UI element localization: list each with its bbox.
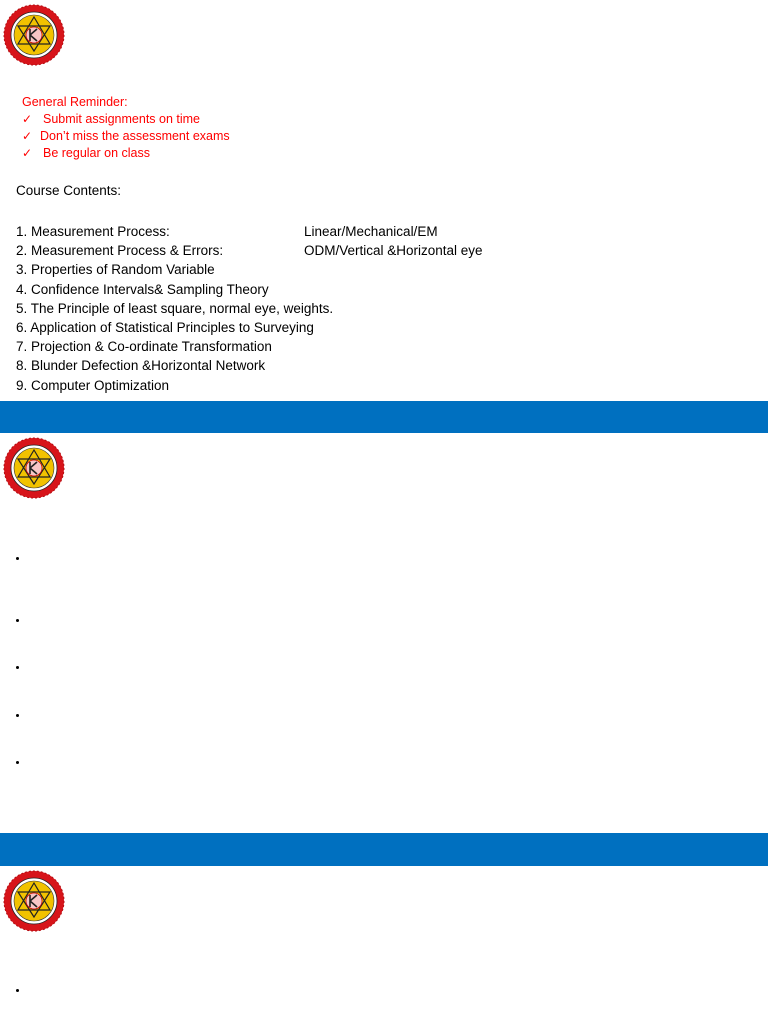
slide-1 [0,0,768,401]
course-item [16,356,333,375]
slide-separator-band [0,401,768,433]
bullet-dot [16,619,19,622]
reminder-item-text: Don’t miss the assessment exams [40,129,230,143]
course-item-text: 1. Measurement Process: [16,224,170,239]
reminder-item [22,128,230,145]
course-item-text: 7. Projection & Co-ordinate Transformation [16,339,272,355]
course-item-text: 3. Properties of Random Variable [16,262,215,278]
course-item [16,222,438,241]
course-contents-title: Course Contents: [16,183,122,198]
course-item-text: 5. The Principle of least square, normal eye, weights. [16,300,334,316]
course-item [16,299,333,318]
slide-3 [0,866,768,1024]
course-item [16,280,333,299]
checkmark-icon: ✓ [22,129,33,143]
university-seal-logo [3,870,65,932]
reminder-item [22,111,230,128]
course-item [16,318,333,337]
course-item-text: 8. Blunder Defection &Horizontal Network [16,358,266,374]
course-item [16,376,333,395]
bullet-dot [16,714,19,717]
course-item-text: 9. Computer Optimization [16,377,170,393]
checkmark-icon: ✓ [22,146,33,160]
course-item-detail: ODM/Vertical &Horizontal eye [304,243,483,259]
bullet-dot [16,761,19,764]
bullet-dot [16,666,19,669]
course-item-text: 6. Application of Statistical Principles to Surveying [16,319,314,335]
university-seal-logo [3,437,65,499]
bullet-dot [16,557,19,560]
course-item-detail: Linear/Mechanical/EM [304,224,438,239]
course-contents-list [16,222,483,395]
general-reminder [22,94,230,162]
slide-2 [0,433,768,833]
course-item-text: 2. Measurement Process & Errors: [16,243,224,259]
course-item [16,337,333,356]
reminder-item-text: Submit assignments on time [43,112,201,126]
reminder-title: General Reminder: [22,95,128,109]
slide-separator-band [0,833,768,866]
reminder-item-text: Be regular on class [43,146,151,160]
reminder-item [22,145,230,162]
university-seal-logo [3,4,65,66]
checkmark-icon: ✓ [22,112,33,126]
bullet-dot [16,989,19,992]
course-item-text: 4. Confidence Intervals& Sampling Theory [16,281,269,297]
course-item [16,260,333,279]
course-item [16,241,483,260]
